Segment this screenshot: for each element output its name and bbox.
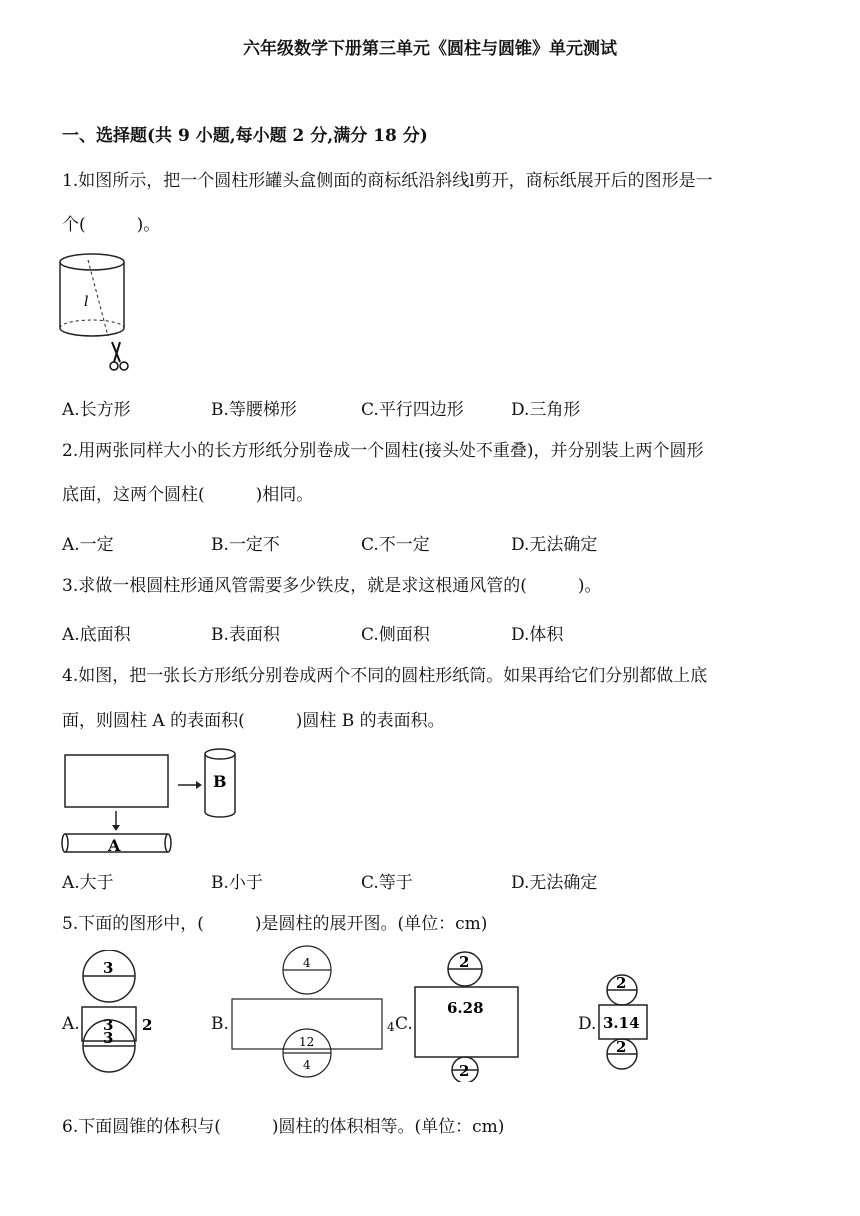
net-b-top-label: 4 [303,956,311,970]
question-1-text: 1.如图所示，把一个圆柱形罐头盒侧面的商标纸沿斜线l剪开，商标纸展开后的图形是一 [62,171,713,191]
net-b-width-label: 12 [299,1035,315,1049]
net-b-side-label: 4 [387,1020,395,1034]
q2-option-c[interactable]: C.不一定 [361,535,430,555]
question-2-text-cont: 底面，这两个圆柱( )相同。 [62,485,314,505]
cylinder-b-label: B [213,772,227,791]
q2-option-d[interactable]: D.无法确定 [511,535,598,555]
question-3-text: 3.求做一根圆柱形通风管需要多少铁皮，就是求这根通风管的( )。 [62,576,602,596]
q1-option-d[interactable]: D.三角形 [511,400,581,420]
question-4-text-cont: 面，则圆柱 A 的表面积( )圆柱 B 的表面积。 [62,711,445,731]
net-a-side-label: 2 [142,1016,153,1034]
q1-option-a[interactable]: A.长方形 [62,400,131,420]
net-a-bottom-label: 3 [103,1029,114,1047]
net-b-bottom-label: 4 [303,1058,311,1072]
q3-option-a[interactable]: A.底面积 [62,625,131,645]
question-2-text: 2.用两张同样大小的长方形纸分别卷成一个圆柱(接头处不重叠)，并分别装上两个圆形 [62,441,704,461]
q4-option-d[interactable]: D.无法确定 [511,873,598,893]
question-1-text-cont: 个( )。 [62,215,161,235]
net-b-figure [228,945,400,1080]
net-d-bottom-label: 2 [616,1038,627,1056]
question-6-text: 6.下面圆锥的体积与( )圆柱的体积相等。(单位：cm) [62,1117,505,1137]
question-5-text: 5.下面的图形中，( )是圆柱的展开图。(单位：cm) [62,914,488,934]
net-d-mid-label: 3.14 [603,1014,640,1032]
cylinder-scissors-figure [58,250,138,380]
question-4-text: 4.如图，把一张长方形纸分别卷成两个不同的圆柱形纸筒。如果再给它们分别都做上底 [62,666,708,686]
net-a-mid-label: 3 [103,1016,114,1034]
net-a-top-label: 3 [103,959,114,977]
slant-line-label: l [84,294,89,310]
q5-option-d[interactable]: D. [578,1014,597,1034]
q4-option-b[interactable]: B.小于 [211,873,263,893]
q3-option-b[interactable]: B.表面积 [211,625,280,645]
page-title: 六年级数学下册第三单元《圆柱与圆锥》单元测试 [243,39,617,59]
q4-option-c[interactable]: C.等于 [361,873,413,893]
net-d-top-label: 2 [616,974,627,992]
net-a-figure [78,950,158,1075]
net-d-figure [595,968,655,1080]
q3-option-d[interactable]: D.体积 [511,625,564,645]
section-heading: 一、选择题(共 9 小题,每小题 2 分,满分 18 分) [62,126,428,146]
q5-option-a[interactable]: A. [62,1014,80,1034]
q5-option-b[interactable]: B. [211,1014,229,1034]
q1-option-b[interactable]: B.等腰梯形 [211,400,297,420]
net-c-mid-label: 6.28 [447,999,484,1017]
q2-option-a[interactable]: A.一定 [62,535,114,555]
scissors-icon [110,342,128,370]
q3-option-c[interactable]: C.侧面积 [361,625,430,645]
q4-option-a[interactable]: A.大于 [62,873,114,893]
q2-option-b[interactable]: B.一定不 [211,535,280,555]
net-c-bottom-label: 2 [459,1062,470,1080]
cylinder-a-label: A [108,836,121,855]
net-c-figure [412,950,522,1082]
q5-option-c[interactable]: C. [395,1014,413,1034]
net-c-top-label: 2 [459,953,470,971]
paper-roll-figure [58,745,248,860]
q1-option-c[interactable]: C.平行四边形 [361,400,464,420]
